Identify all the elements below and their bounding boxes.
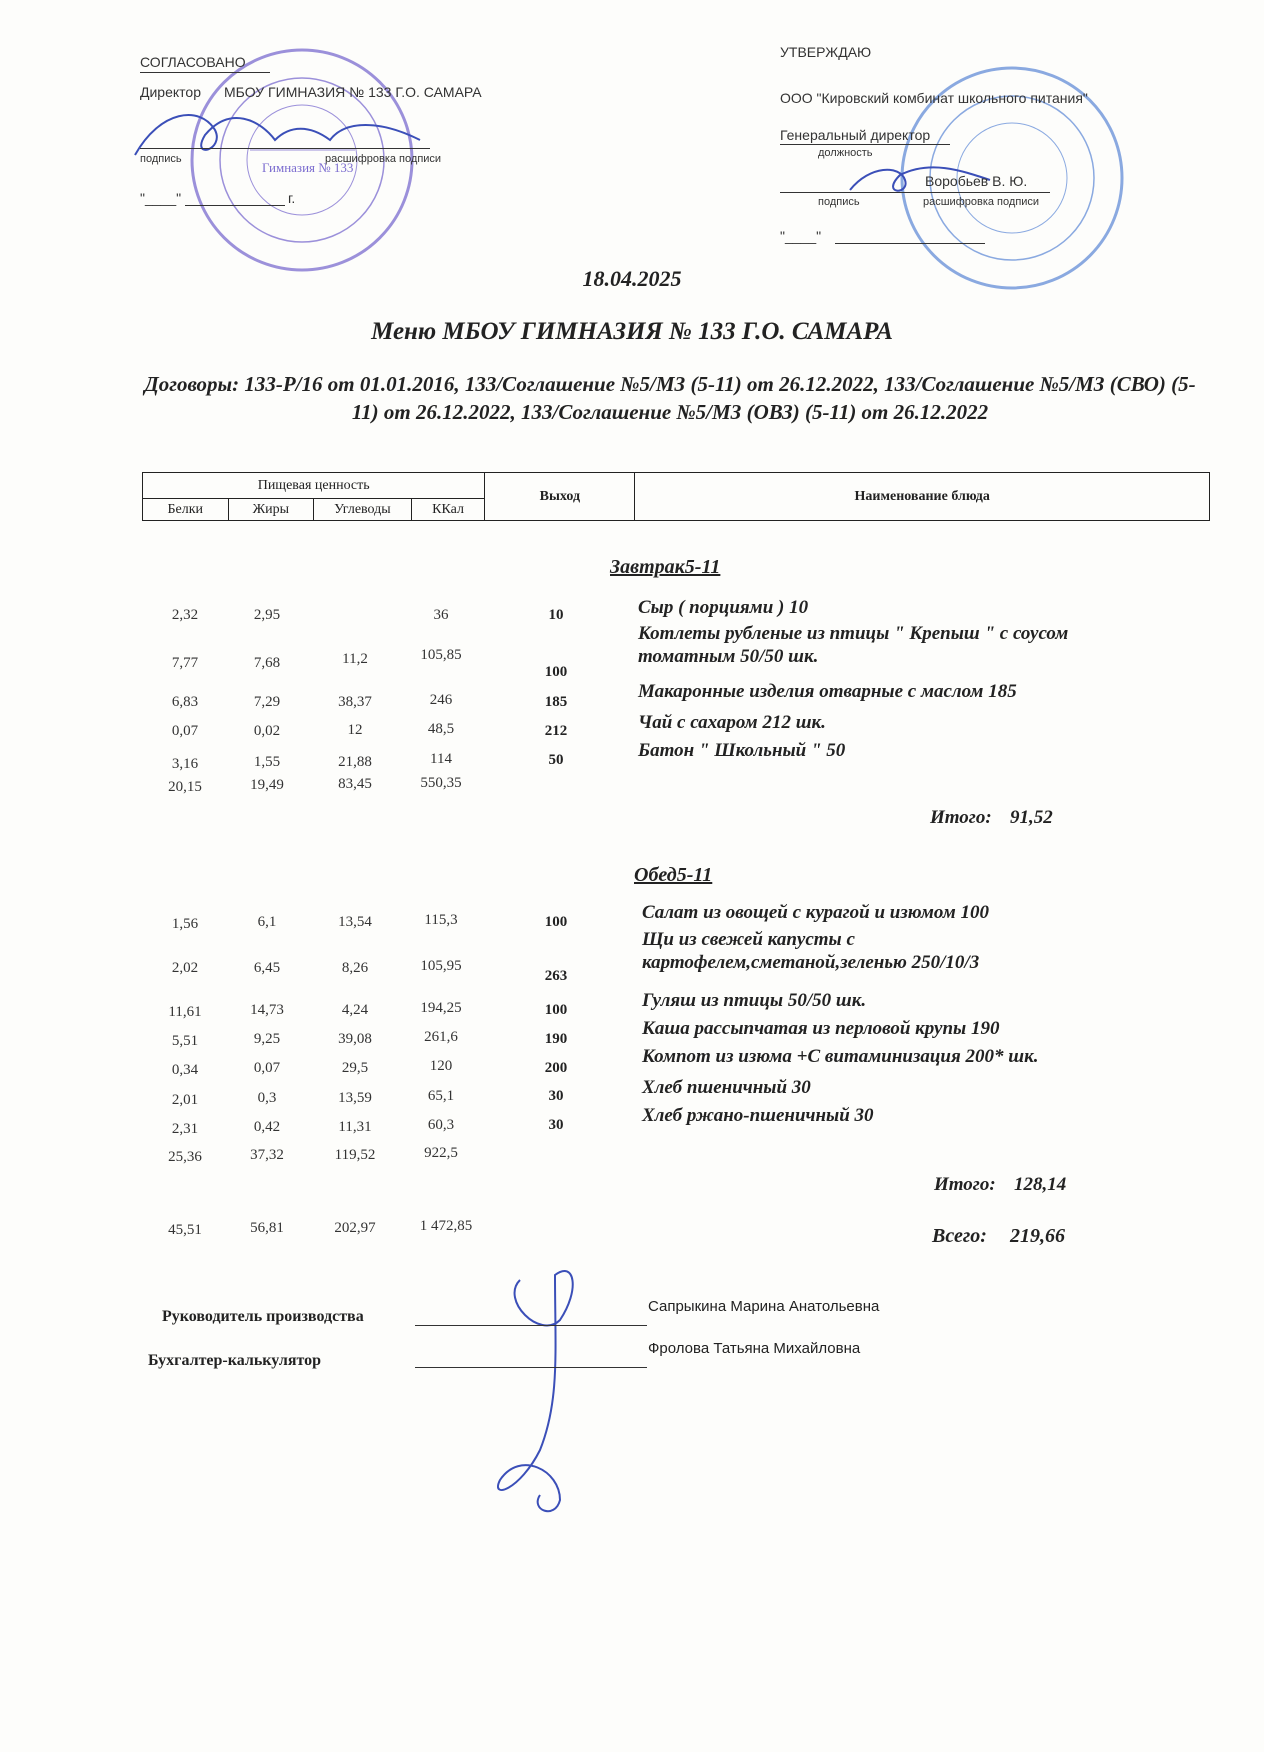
grand-cell: 45,51 bbox=[168, 1222, 202, 1238]
table-cell: 4,24 bbox=[341, 1002, 369, 1018]
table-cell: 0,3 bbox=[257, 1090, 277, 1106]
approval-left-position: Директор bbox=[140, 84, 201, 100]
table-cell: 1,56 bbox=[171, 916, 199, 932]
approval-left-org: МБОУ ГИМНАЗИЯ № 133 Г.О. САМАРА bbox=[224, 84, 482, 100]
production-label: Руководитель производства bbox=[162, 1308, 364, 1325]
breakfast-title: Завтрак5-11 bbox=[610, 556, 721, 578]
table-cell: 65,1 bbox=[427, 1088, 455, 1104]
table-cell: 100 bbox=[544, 1002, 568, 1018]
table-cell: 36 bbox=[433, 607, 449, 623]
dish-name: Макаронные изделия отварные с маслом 185 bbox=[638, 681, 1017, 702]
dish-name: Щи из свежей капусты с картофелем,сметаной,зеленью 250/10/3 bbox=[642, 929, 980, 973]
header-nutrition: Пищевая ценность bbox=[143, 473, 485, 499]
dish-name: Чай с сахаром 212 шк. bbox=[638, 712, 826, 733]
table-cell: 11,2 bbox=[342, 651, 368, 667]
approval-right-name: Воробьев В. Ю. bbox=[925, 173, 1028, 189]
approval-right-sig-caption: подпись bbox=[818, 196, 860, 208]
grand-cell: 1 472,85 bbox=[419, 1218, 473, 1234]
production-name: Сапрыкина Марина Анатольевна bbox=[648, 1298, 880, 1315]
table-cell: 1,55 bbox=[253, 754, 281, 770]
approval-right-position: Генеральный директор bbox=[780, 127, 931, 143]
dish-name: Батон " Школьный " 50 bbox=[638, 740, 846, 761]
dish-name: Хлеб пшеничный 30 bbox=[642, 1077, 811, 1098]
table-cell: 2,31 bbox=[171, 1121, 199, 1137]
dish-name: Гуляш из птицы 50/50 шк. bbox=[642, 990, 867, 1011]
header-protein: Белки bbox=[143, 499, 229, 521]
breakfast-total-value: 91,52 bbox=[1010, 807, 1053, 828]
grand-cell: 202,97 bbox=[334, 1220, 376, 1236]
table-cell: 7,68 bbox=[253, 655, 281, 671]
table-cell: 14,73 bbox=[250, 1002, 284, 1018]
accountant-label: Бухгалтер-калькулятор bbox=[148, 1352, 322, 1369]
contracts: Договоры: 133-Р/16 от 01.01.2016, 133/Соглашение №5/МЗ (5-11) от 26.12.2022, 133/Соглашение №5/МЗ (СВО) (5-11) от 26.12.2022, 133/Соглашение №5/МЗ (ОВЗ) (5-11) от 26.12.2022 bbox=[144, 372, 1196, 424]
table-cell: 0,42 bbox=[253, 1119, 281, 1135]
table-cell: 39,08 bbox=[338, 1031, 372, 1047]
menu-date: 18.04.2025 bbox=[582, 266, 682, 291]
dish-name: Каша рассыпчатая из перловой крупы 190 bbox=[642, 1018, 1000, 1039]
sum-cell: 37,32 bbox=[250, 1147, 284, 1163]
table-cell: 2,02 bbox=[171, 960, 199, 976]
table-cell: 263 bbox=[544, 968, 568, 984]
approval-right-org: ООО "Кировский комбинат школьного питания" bbox=[780, 90, 1088, 106]
table-cell: 11,31 bbox=[338, 1119, 372, 1135]
breakfast-total-label: Итого: bbox=[930, 807, 992, 828]
approval-right-position-caption: должность bbox=[818, 147, 873, 159]
table-header bbox=[142, 472, 1210, 521]
table-cell: 60,3 bbox=[427, 1117, 455, 1133]
dish-name: Котлеты рубленые из птицы " Крепыш " с соусом томатным 50/50 шк. bbox=[638, 623, 1069, 667]
table-cell: 21,88 bbox=[338, 754, 372, 770]
approval-left-heading: СОГЛАСОВАНО bbox=[140, 54, 246, 70]
left-stamp-text: Гимназия № 133 bbox=[262, 160, 354, 175]
sum-cell: 19,49 bbox=[250, 777, 284, 793]
table-cell: 50 bbox=[548, 752, 564, 768]
table-cell: 105,85 bbox=[420, 647, 462, 663]
table-cell: 11,61 bbox=[168, 1004, 202, 1020]
sum-cell: 922,5 bbox=[424, 1145, 458, 1161]
table-cell: 7,77 bbox=[171, 655, 199, 671]
table-cell: 114 bbox=[430, 751, 452, 767]
table-cell: 185 bbox=[544, 694, 568, 710]
approval-left-year: г. bbox=[288, 190, 296, 206]
table-cell: 6,1 bbox=[257, 914, 277, 930]
table-cell: 7,29 bbox=[253, 694, 281, 710]
table-cell: 200 bbox=[544, 1060, 568, 1076]
table-cell: 6,83 bbox=[171, 694, 199, 710]
approval-left-sig-caption: подпись bbox=[140, 153, 182, 165]
table-cell: 0,07 bbox=[253, 1060, 281, 1076]
table-cell: 8,26 bbox=[341, 960, 369, 976]
dish-name: Хлеб ржано-пшеничный 30 bbox=[642, 1105, 874, 1126]
table-cell: 2,01 bbox=[171, 1092, 199, 1108]
table-cell: 6,45 bbox=[253, 960, 281, 976]
table-cell: 13,54 bbox=[338, 914, 372, 930]
accountant-name: Фролова Татьяна Михайловна bbox=[648, 1340, 861, 1357]
table-cell: 100 bbox=[544, 664, 568, 680]
table-cell: 30 bbox=[548, 1117, 564, 1133]
lunch-total-value: 128,14 bbox=[1014, 1174, 1067, 1195]
table-cell: 105,95 bbox=[420, 958, 462, 974]
header-output: Выход bbox=[485, 473, 635, 521]
left-signature-icon bbox=[135, 115, 420, 155]
table-cell: 0,02 bbox=[253, 723, 281, 739]
grand-cell: 56,81 bbox=[250, 1220, 284, 1236]
header-carbs: Углеводы bbox=[314, 499, 412, 521]
table-cell: 194,25 bbox=[420, 1000, 462, 1016]
table-cell: 29,5 bbox=[341, 1060, 369, 1076]
sum-cell: 550,35 bbox=[420, 775, 462, 791]
approval-right-heading: УТВЕРЖДАЮ bbox=[780, 44, 872, 60]
table-cell: 9,25 bbox=[253, 1031, 281, 1047]
table-cell: 2,95 bbox=[253, 607, 281, 623]
table-cell: 38,37 bbox=[338, 694, 372, 710]
table-cell: 12 bbox=[347, 722, 363, 738]
table-cell: 3,16 bbox=[171, 756, 199, 772]
sum-cell: 83,45 bbox=[338, 776, 372, 792]
lunch-title: Обед5-11 bbox=[634, 864, 713, 886]
sum-cell: 25,36 bbox=[168, 1149, 202, 1165]
header-dish-name: Наименование блюда bbox=[635, 473, 1210, 521]
table-cell: 10 bbox=[548, 607, 564, 623]
approval-left-decode-caption: расшифровка подписи bbox=[325, 153, 442, 165]
table-cell: 2,32 bbox=[171, 607, 199, 623]
approval-right-date: "____" bbox=[780, 228, 822, 244]
table-cell: 261,6 bbox=[424, 1029, 458, 1045]
sum-cell: 20,15 bbox=[168, 779, 202, 795]
bottom-signature-icon bbox=[498, 1271, 573, 1511]
dish-name: Салат из овощей с курагой и изюмом 100 bbox=[642, 902, 989, 923]
approval-right-decode-caption: расшифровка подписи bbox=[923, 196, 1040, 208]
dish-name: Сыр ( порциями ) 10 bbox=[638, 597, 809, 618]
sum-cell: 119,52 bbox=[334, 1147, 376, 1163]
dish-name: Компот из изюма +С витаминизация 200* шк. bbox=[642, 1046, 1039, 1067]
header-fat: Жиры bbox=[228, 499, 314, 521]
table-cell: 30 bbox=[548, 1088, 564, 1104]
page-title: Меню МБОУ ГИМНАЗИЯ № 133 Г.О. САМАРА bbox=[371, 318, 893, 345]
table-cell: 120 bbox=[429, 1058, 453, 1074]
table-cell: 0,34 bbox=[171, 1062, 199, 1078]
grand-total-label: Всего: bbox=[932, 1225, 987, 1247]
table-cell: 5,51 bbox=[171, 1033, 199, 1049]
approval-left-date: "____" bbox=[140, 190, 182, 206]
lunch-total-label: Итого: bbox=[934, 1174, 996, 1195]
table-cell: 48,5 bbox=[427, 721, 455, 737]
table-cell: 100 bbox=[544, 914, 568, 930]
table-cell: 212 bbox=[544, 723, 568, 739]
table-cell: 13,59 bbox=[338, 1090, 372, 1106]
table-cell: 246 bbox=[429, 692, 453, 708]
table-cell: 115,3 bbox=[424, 912, 458, 928]
grand-total-value: 219,66 bbox=[1010, 1225, 1065, 1247]
table-cell: 190 bbox=[544, 1031, 568, 1047]
table-cell: 0,07 bbox=[171, 723, 199, 739]
header-kcal: ККал bbox=[411, 499, 485, 521]
